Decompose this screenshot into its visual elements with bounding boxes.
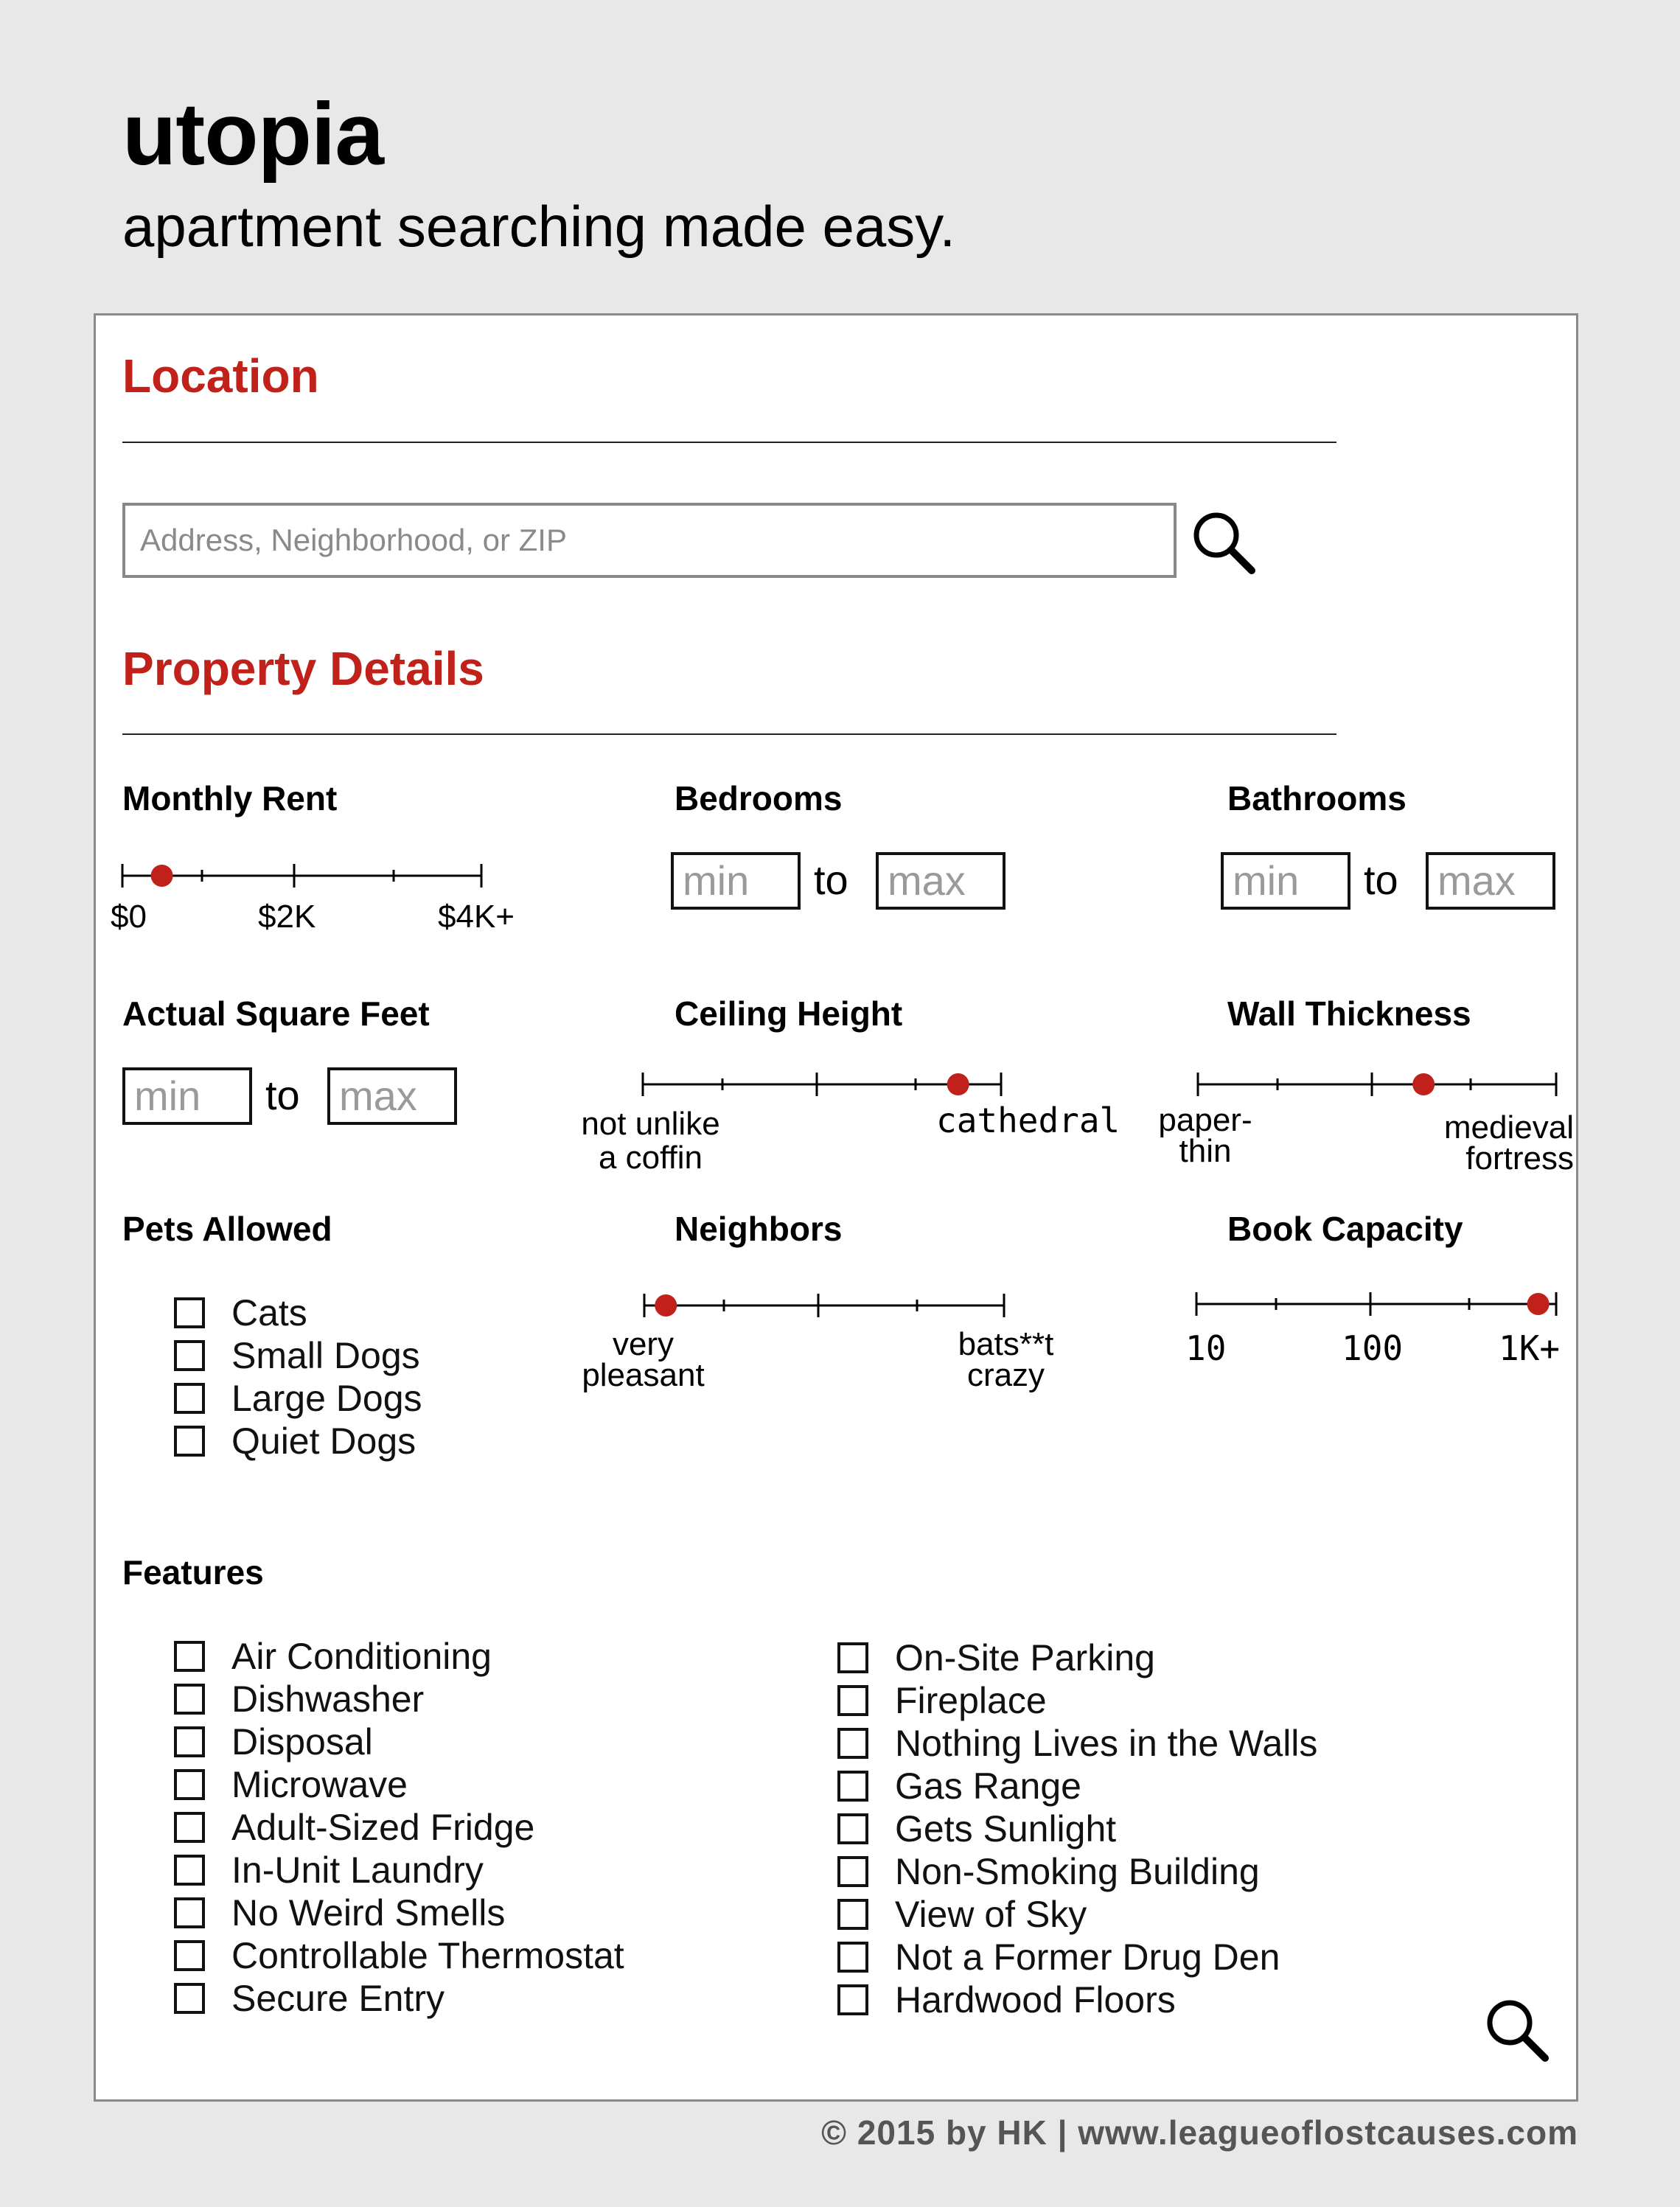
wall-thickness-slider[interactable] xyxy=(1191,1064,1566,1108)
ceiling-high-label: cathedral xyxy=(936,1101,1120,1140)
checkbox-in-unit-laundry[interactable] xyxy=(174,1849,624,1892)
checkbox-box[interactable] xyxy=(174,1983,205,2014)
book-capacity-label: Book Capacity xyxy=(1227,1210,1463,1248)
property-divider xyxy=(122,733,1336,735)
checkbox-gets-sunlight[interactable] xyxy=(837,1807,1317,1850)
checkbox-air-conditioning[interactable] xyxy=(174,1635,624,1678)
bedrooms-max-input[interactable]: max xyxy=(876,852,1005,910)
sqft-label: Actual Square Feet xyxy=(122,994,430,1033)
location-heading: Location xyxy=(122,349,319,402)
search-submit-icon[interactable] xyxy=(1482,1995,1552,2065)
checkbox-adult-sized-fridge[interactable] xyxy=(174,1806,624,1849)
features-right-list xyxy=(837,1636,1317,2021)
bedrooms-to-label: to xyxy=(814,857,848,903)
checkbox-label: On-Site Parking xyxy=(895,1637,1155,1678)
property-details-heading: Property Details xyxy=(122,642,484,695)
rent-max-label: $4K+ xyxy=(438,899,515,935)
checkbox-box[interactable] xyxy=(174,1426,205,1457)
checkbox-fireplace[interactable] xyxy=(837,1679,1317,1722)
checkbox-not-former-drug-den[interactable] xyxy=(837,1936,1317,1978)
checkbox-box[interactable] xyxy=(837,1856,868,1887)
checkbox-gas-range[interactable] xyxy=(837,1765,1317,1807)
checkbox-disposal[interactable] xyxy=(174,1720,624,1763)
sqft-to-label: to xyxy=(265,1072,300,1118)
checkbox-non-smoking-building[interactable] xyxy=(837,1850,1317,1893)
checkbox-box[interactable] xyxy=(174,1855,205,1886)
checkbox-quiet-dogs[interactable] xyxy=(174,1420,422,1462)
checkbox-label: Cats xyxy=(231,1292,307,1333)
checkbox-view-of-sky[interactable] xyxy=(837,1893,1317,1936)
checkbox-box[interactable] xyxy=(174,1383,205,1414)
checkbox-label: Dishwasher xyxy=(231,1678,425,1720)
checkbox-label: Large Dogs xyxy=(231,1378,422,1419)
location-search-input[interactable] xyxy=(122,503,1177,578)
bedrooms-label: Bedrooms xyxy=(675,779,843,817)
footer-credit: © 2015 by HK | www.leagueoflostcauses.com xyxy=(821,2113,1578,2152)
checkbox-label: Hardwood Floors xyxy=(895,1979,1176,2021)
ceiling-height-label: Ceiling Height xyxy=(675,994,903,1033)
checkbox-label: In-Unit Laundry xyxy=(231,1849,484,1891)
checkbox-box[interactable] xyxy=(174,1940,205,1971)
checkbox-large-dogs[interactable] xyxy=(174,1377,422,1420)
rent-mid-label: $2K xyxy=(258,899,316,935)
rent-min-label: $0 xyxy=(111,899,147,935)
checkbox-box[interactable] xyxy=(837,1685,868,1716)
neighbors-label: Neighbors xyxy=(675,1210,843,1248)
monthly-rent-slider[interactable] xyxy=(115,855,498,899)
checkbox-dishwasher[interactable] xyxy=(174,1678,624,1720)
sqft-min-input[interactable]: min xyxy=(122,1067,252,1125)
features-label: Features xyxy=(122,1553,264,1591)
features-left-list xyxy=(174,1635,624,2020)
bathrooms-min-input[interactable]: min xyxy=(1221,852,1350,910)
checkbox-label: Fireplace xyxy=(895,1680,1047,1721)
checkbox-box[interactable] xyxy=(837,1728,868,1759)
sqft-max-input[interactable]: max xyxy=(327,1067,457,1125)
checkbox-secure-entry[interactable] xyxy=(174,1977,624,2020)
checkbox-label: Small Dogs xyxy=(231,1335,420,1376)
bathrooms-to-label: to xyxy=(1364,857,1398,903)
checkbox-nothing-lives-in-walls[interactable] xyxy=(837,1722,1317,1765)
checkbox-label: Nothing Lives in the Walls xyxy=(895,1723,1318,1764)
checkbox-box[interactable] xyxy=(837,1771,868,1802)
checkbox-box[interactable] xyxy=(174,1897,205,1928)
checkbox-box[interactable] xyxy=(837,1813,868,1844)
neighbors-low-label: very pleasant xyxy=(582,1326,705,1393)
checkbox-box[interactable] xyxy=(174,1769,205,1800)
book-capacity-slider[interactable] xyxy=(1189,1283,1565,1328)
wall-high-label: medieval fortress xyxy=(1443,1109,1574,1176)
checkbox-label: Gas Range xyxy=(895,1765,1081,1807)
neighbors-handle xyxy=(655,1294,677,1317)
checkbox-small-dogs[interactable] xyxy=(174,1334,422,1377)
checkbox-label: No Weird Smells xyxy=(231,1892,506,1934)
wall-low-label: paper- thin xyxy=(1158,1102,1252,1169)
bedrooms-min-input[interactable]: min xyxy=(671,852,801,910)
checkbox-label: Air Conditioning xyxy=(231,1636,492,1677)
wall-thickness-handle xyxy=(1412,1073,1435,1095)
checkbox-label: Gets Sunlight xyxy=(895,1808,1117,1849)
checkbox-box[interactable] xyxy=(174,1340,205,1371)
checkbox-on-site-parking[interactable] xyxy=(837,1636,1317,1679)
app-subtitle: apartment searching made easy. xyxy=(122,194,956,259)
checkbox-box[interactable] xyxy=(174,1812,205,1843)
ceiling-height-handle xyxy=(947,1073,969,1095)
checkbox-label: Non-Smoking Building xyxy=(895,1851,1260,1892)
neighbors-high-label: bats**t crazy xyxy=(958,1326,1054,1393)
checkbox-label: Adult-Sized Fridge xyxy=(231,1807,535,1848)
checkbox-controllable-thermostat[interactable] xyxy=(174,1934,624,1977)
checkbox-cats[interactable] xyxy=(174,1291,422,1334)
checkbox-box[interactable] xyxy=(174,1297,205,1328)
monthly-rent-handle xyxy=(151,865,173,887)
book-capacity-handle xyxy=(1527,1293,1550,1315)
checkbox-label: Quiet Dogs xyxy=(231,1420,416,1462)
checkbox-hardwood-floors[interactable] xyxy=(837,1978,1317,2021)
checkbox-label: View of Sky xyxy=(895,1894,1087,1935)
checkbox-microwave[interactable] xyxy=(174,1763,624,1806)
neighbors-slider[interactable] xyxy=(637,1285,1013,1329)
checkbox-box[interactable] xyxy=(174,1726,205,1757)
app-title: utopia xyxy=(122,85,383,184)
checkbox-label: Not a Former Drug Den xyxy=(895,1936,1280,1978)
checkbox-label: Controllable Thermostat xyxy=(231,1935,624,1976)
checkbox-box[interactable] xyxy=(837,1899,868,1930)
checkbox-box[interactable] xyxy=(174,1641,205,1672)
checkbox-box[interactable] xyxy=(837,1642,868,1673)
wall-thickness-label: Wall Thickness xyxy=(1227,994,1471,1033)
bathrooms-max-input[interactable]: max xyxy=(1426,852,1555,910)
checkbox-box[interactable] xyxy=(837,1942,868,1973)
books-min-label: 10 xyxy=(1185,1328,1227,1368)
pets-allowed-label: Pets Allowed xyxy=(122,1210,332,1248)
checkbox-label: Disposal xyxy=(231,1721,373,1763)
pets-checkbox-list xyxy=(174,1291,422,1462)
monthly-rent-label: Monthly Rent xyxy=(122,779,338,817)
search-icon[interactable] xyxy=(1188,507,1259,578)
checkbox-label: Microwave xyxy=(231,1764,408,1805)
books-mid-label: 100 xyxy=(1342,1328,1404,1368)
ceiling-low-label: not unlike a coffin xyxy=(581,1106,720,1176)
checkbox-label: Secure Entry xyxy=(231,1978,445,2019)
checkbox-no-weird-smells[interactable] xyxy=(174,1892,624,1934)
books-max-label: 1K+ xyxy=(1499,1328,1561,1368)
location-divider xyxy=(122,442,1336,443)
checkbox-box[interactable] xyxy=(837,1984,868,2015)
bathrooms-label: Bathrooms xyxy=(1227,779,1407,817)
checkbox-box[interactable] xyxy=(174,1684,205,1715)
